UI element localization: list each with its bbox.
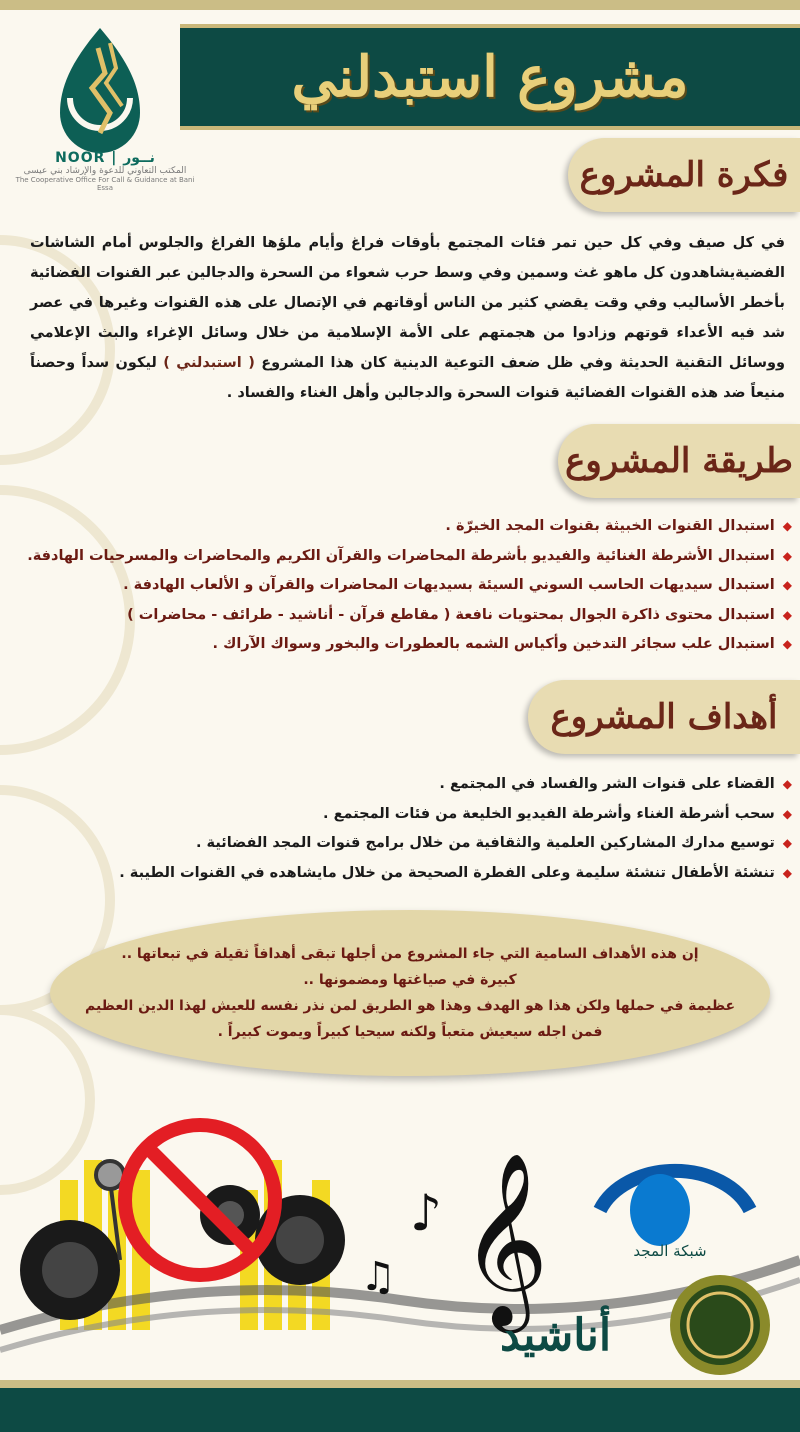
project-name-highlight: ( استبدلني ): [163, 355, 255, 371]
bottom-gold-band: [0, 1380, 800, 1388]
closing-line: إن هذه الأهداف السامية التي جاء المشروع من أجلها تبقى أهدافاً ثقيلة في تبعاتها ..: [121, 946, 699, 962]
top-gold-band: [0, 0, 800, 10]
quran-emblem-icon: [670, 1275, 770, 1375]
method-heading: طريقة المشروع: [558, 424, 800, 498]
bullet-diamond-icon: ◆: [782, 607, 792, 622]
music-note-icon: ♪: [410, 1184, 442, 1242]
bullet-diamond-icon: ◆: [782, 637, 792, 651]
goals-heading: أهداف المشروع: [528, 680, 800, 754]
list-item: ◆استبدال علب سجائر التدخين وأكياس الشمه بالعطورات والبخور وسواك الآراك .: [212, 636, 792, 652]
anasheed-label: أناشيد: [500, 1310, 612, 1361]
bullet-diamond-icon: ◆: [782, 519, 792, 533]
bullet-diamond-icon: ◆: [782, 578, 792, 592]
list-item: ◆استبدال سيديهات الحاسب السوني السيئة بسيديهات المحاضرات والقرآن و الألعاب الهادفة .: [123, 577, 792, 593]
logo-brand: NOOR | نــور: [55, 150, 155, 166]
bullet-diamond-icon: ◆: [782, 806, 792, 821]
bullet-diamond-icon: ◆: [782, 777, 792, 791]
bullet-diamond-icon: ◆: [782, 865, 792, 880]
treble-clef-icon: 𝄞: [460, 1152, 549, 1326]
closing-line: فمن اجله سيعيش متعباً ولكنه سيحيا كبيراً ويموت كبيراً .: [217, 1024, 603, 1040]
list-item: ◆استبدال الأشرطة الغنائية والفيديو بأشرطة المحاضرات والقرآن الكريم والمحاضرات والمسرحيات الهادفة.: [27, 547, 792, 564]
title-banner: [180, 24, 800, 130]
method-list: [12, 512, 792, 660]
list-item: ◆توسيع مدارك المشاركين العلمية والثقافية من خلال برامج قنوات المجد الفضائية .: [196, 835, 792, 851]
page-title: مشروع استبدلني: [291, 44, 689, 110]
list-item: ◆سحب أشرطة الغناء وأشرطة الفيديو الخليعة من فئات المجتمع .: [323, 805, 792, 822]
closing-line: كبيرة في صياغتها ومضمونها ..: [303, 972, 517, 988]
idea-heading: فكرة المشروع: [568, 138, 800, 212]
list-item: ◆استبدال القنوات الخبيثة بقنوات المجد الخيرّة .: [445, 518, 792, 534]
majd-network-label: شبكة المجد: [633, 1242, 707, 1260]
goals-list: [32, 770, 792, 888]
list-item: ◆استبدال محتوى ذاكرة الجوال بمحتويات نافعة ( مقاطع قرآن - أناشيد - طرائف - محاضرات ): [127, 606, 792, 623]
office-name-en: The Cooperative Office For Call & Guidance at Bani Essa: [15, 176, 195, 192]
majd-logo-icon: [600, 1171, 750, 1246]
logo-caption: [10, 150, 200, 192]
list-item: ◆تنشئة الأطفال تنشئة سليمة وعلى الفطرة الصحيحة من خلال مايشاهده في القنوات الطيبة .: [119, 864, 792, 881]
footer-illustration: [0, 1100, 800, 1380]
closing-line: عظيمة في حملها ولكن هذا هو الهدف وهذا هو الطريق لمن نذر نفسه للعيش لهذا الدين العظيم: [84, 998, 736, 1014]
closing-ellipse: [50, 910, 770, 1076]
music-note-icon: ♫: [360, 1254, 396, 1300]
list-item: ◆القضاء على قنوات الشر والفساد في المجتمع .: [439, 776, 792, 792]
bullet-diamond-icon: ◆: [782, 836, 792, 850]
idea-paragraph: في كل صيف وفي كل حين تمر فئات المجتمع بأوقات فراغ وأيام ملؤها الفراغ والجلوس أمام الشاشات الفضيةيشاهدون كل ماهو غث وسمين وفي وسط حرب شعواء من السحرة والدجالين عبر القنوات الفضائية بأخطر الأساليب وفي وقت يقضي كثير من الناس أوقاتهم في الإتصال على هذه القنوات وغيرها في عصر شد فيه الأعداء قوتهم وزادوا من هجمتهم على الأمة الإسلامية من خلال وسائل الإغراء والبث الإعلامي ووسائل التقنية الحديثة وفي ظل ضعف التوعية الدينية كان هذا المشروع ( استبدلني ) ليكون سداً وحصناً منيعاً ضد هذه القنوات الفضائية قنوات السحرة والدجالين وأهل الغناء والفساد .: [30, 235, 785, 401]
bottom-teal-band: [0, 1388, 800, 1432]
bullet-diamond-icon: ◆: [782, 548, 792, 563]
office-name-ar: المكتب التعاوني للدعوة والإرشاد بني عيسى: [23, 166, 187, 176]
